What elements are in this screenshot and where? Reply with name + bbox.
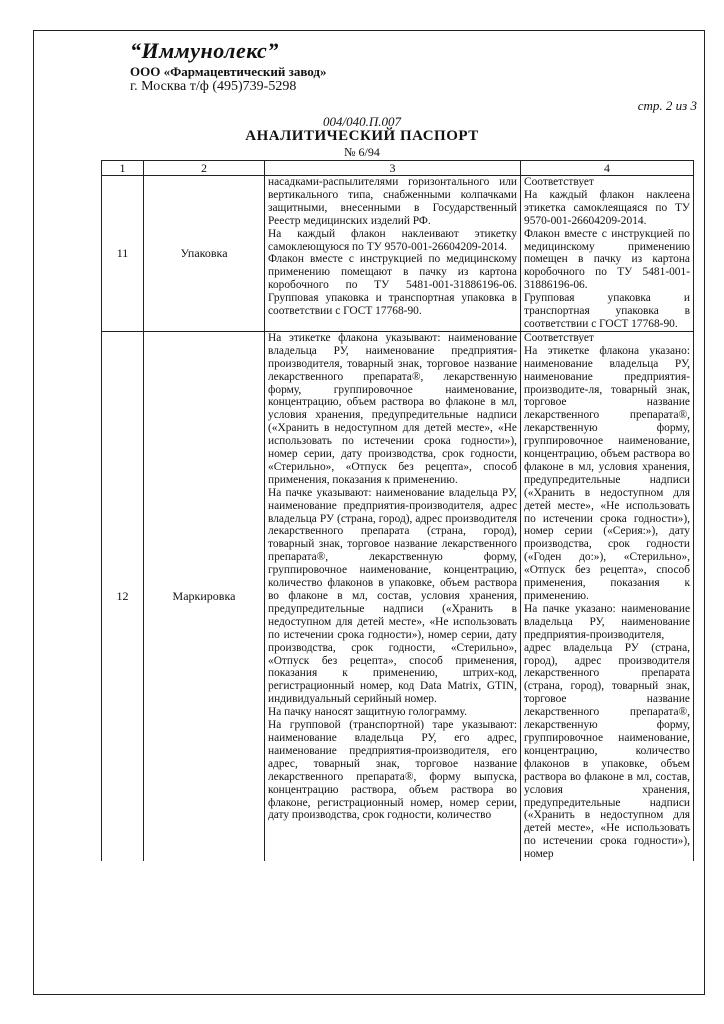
column-header-2: 2 — [144, 161, 265, 176]
column-header-1: 1 — [102, 161, 144, 176]
row-number: 12 — [102, 331, 144, 861]
table-row — [102, 331, 694, 861]
row-number: 11 — [102, 176, 144, 332]
table-header-row — [102, 161, 694, 176]
document-code: 004/040.П.007 — [323, 114, 401, 129]
result-text: Соответствует На этикетке флакона указано: наименование владельца РУ, наименование предприятия-производите-ля, товарный знак, торговое название лекарственного препарата®, лекарственную форму, группировочное наименование, концентрацию, объем раствора во флаконе в мл, условия хранения, предупредительные надписи («Хранить в недоступном для детей месте», «Не использовать по истечении срока годности»), номер серии («Серия:»), дату производства, срок годности («Годен до:»), «Стерильно», «Отпуск без рецепта», способ применения, показания к применению. На пачке указано: наименование владельца РУ, наименование предприятия-производителя, адрес владельца РУ (страна, город), адрес производителя лекарственного препарата (страна, город), товарный знак, торговое название лекарственного препарата®, лекарственную форму, группировочное наименование, концентрацию, количество флаконов в упаковке, объем раствора во флаконе в мл, состав, условия хранения, предупредительные надписи («Хранить в недоступном для детей месте», «Не использовать по истечении срока годности»), номер — [521, 331, 694, 861]
document-title: АНАЛИТИЧЕСКИЙ ПАСПОРТ — [245, 128, 479, 144]
column-header-4: 4 — [521, 161, 694, 176]
company-contacts: г. Москва т/ф (495)739-5298 — [130, 79, 297, 94]
table-row — [102, 176, 694, 332]
requirement-text: насадками-распылителями горизонтального или вертикального типа, снабженными колпачками защитными, внесенными в Государственный Реестр медицинских изделий РФ. На каждый флакон наклеивают этикетку самоклеющуюся по ТУ 9570-001-26604209-2014. Флакон вместе с инструкцией по медицинскому применению помещают в пачку из картона коробочного по ТУ 5481-001-31886196-06. Групповая упаковка и транспортная упаковка в соответствии с ГОСТ 17768-90. — [265, 176, 521, 332]
company-name: ООО «Фармацевтический завод» — [130, 64, 327, 79]
column-header-3: 3 — [265, 161, 521, 176]
brand-name: “Иммунолекс” — [130, 38, 279, 63]
indicator-name: Упаковка — [144, 176, 265, 332]
indicator-name: Маркировка — [144, 331, 265, 861]
result-text: Соответствует На каждый флакон наклеена этикетка самоклеящаяся по ТУ 9570-001-26604209-2014. Флакон вместе с инструкцией по медицинскому применению помещен в пачку из картона коробочного по ТУ 5481-001-31886196-06. Групповая упаковка и транспортная упаковка в соответствии с ГОСТ 17768-90. — [521, 176, 694, 332]
page-number: стр. 2 из 3 — [637, 98, 697, 113]
requirement-text: На этикетке флакона указывают: наименование владельца РУ, наименование предприятия-производителя, товарный знак, торговое название лекарственного препарата®, лекарственную форму, группировочное наименование, концентрацию, объем раствора во флаконе в мл, условия хранения, предупредительные надписи («Хранить в недоступном для детей месте», «Не использовать по истечении срока годности»), номер серии, дату производства, срок годности, «Стерильно», «Отпуск без рецепта», способ применения, показания к применению. На пачке указывают: наименование владельца РУ, наименование предприятия-производителя, адрес владельца РУ (страна, город), адрес производителя лекарственного препарата (страна, город), товарный знак, торговое название лекарственного препарата®, лекарственную форму, группировочное наименование, концентрацию, количество флаконов в упаковке, объем раствора во флаконе в мл, состав, условия хранения, предупредительные надписи («Хранить в недоступном для детей месте», «Не использовать по истечении срока годности»), номер серии, дату производства, срок годности, «Стерильно», «Отпуск без рецепта», способ применения, показания к применению, штрих-код, регистрационный номер, код Data Matrix, GTIN, индивидуальный серийный номер. На пачку наносят защитную голограмму. На групповой (транспортной) таре указывают: наименование владельца РУ, его адрес, наименование предприятия-производителя, его адрес, товарный знак, торговое название лекарственного препарата®, форму выпуска, концентрацию раствора, объем раствора во флаконе, регистрационный номер, номер серии, дату производства, срок годности, количество — [265, 331, 521, 861]
analysis-table — [101, 160, 694, 861]
passport-number: № 6/94 — [344, 145, 380, 159]
